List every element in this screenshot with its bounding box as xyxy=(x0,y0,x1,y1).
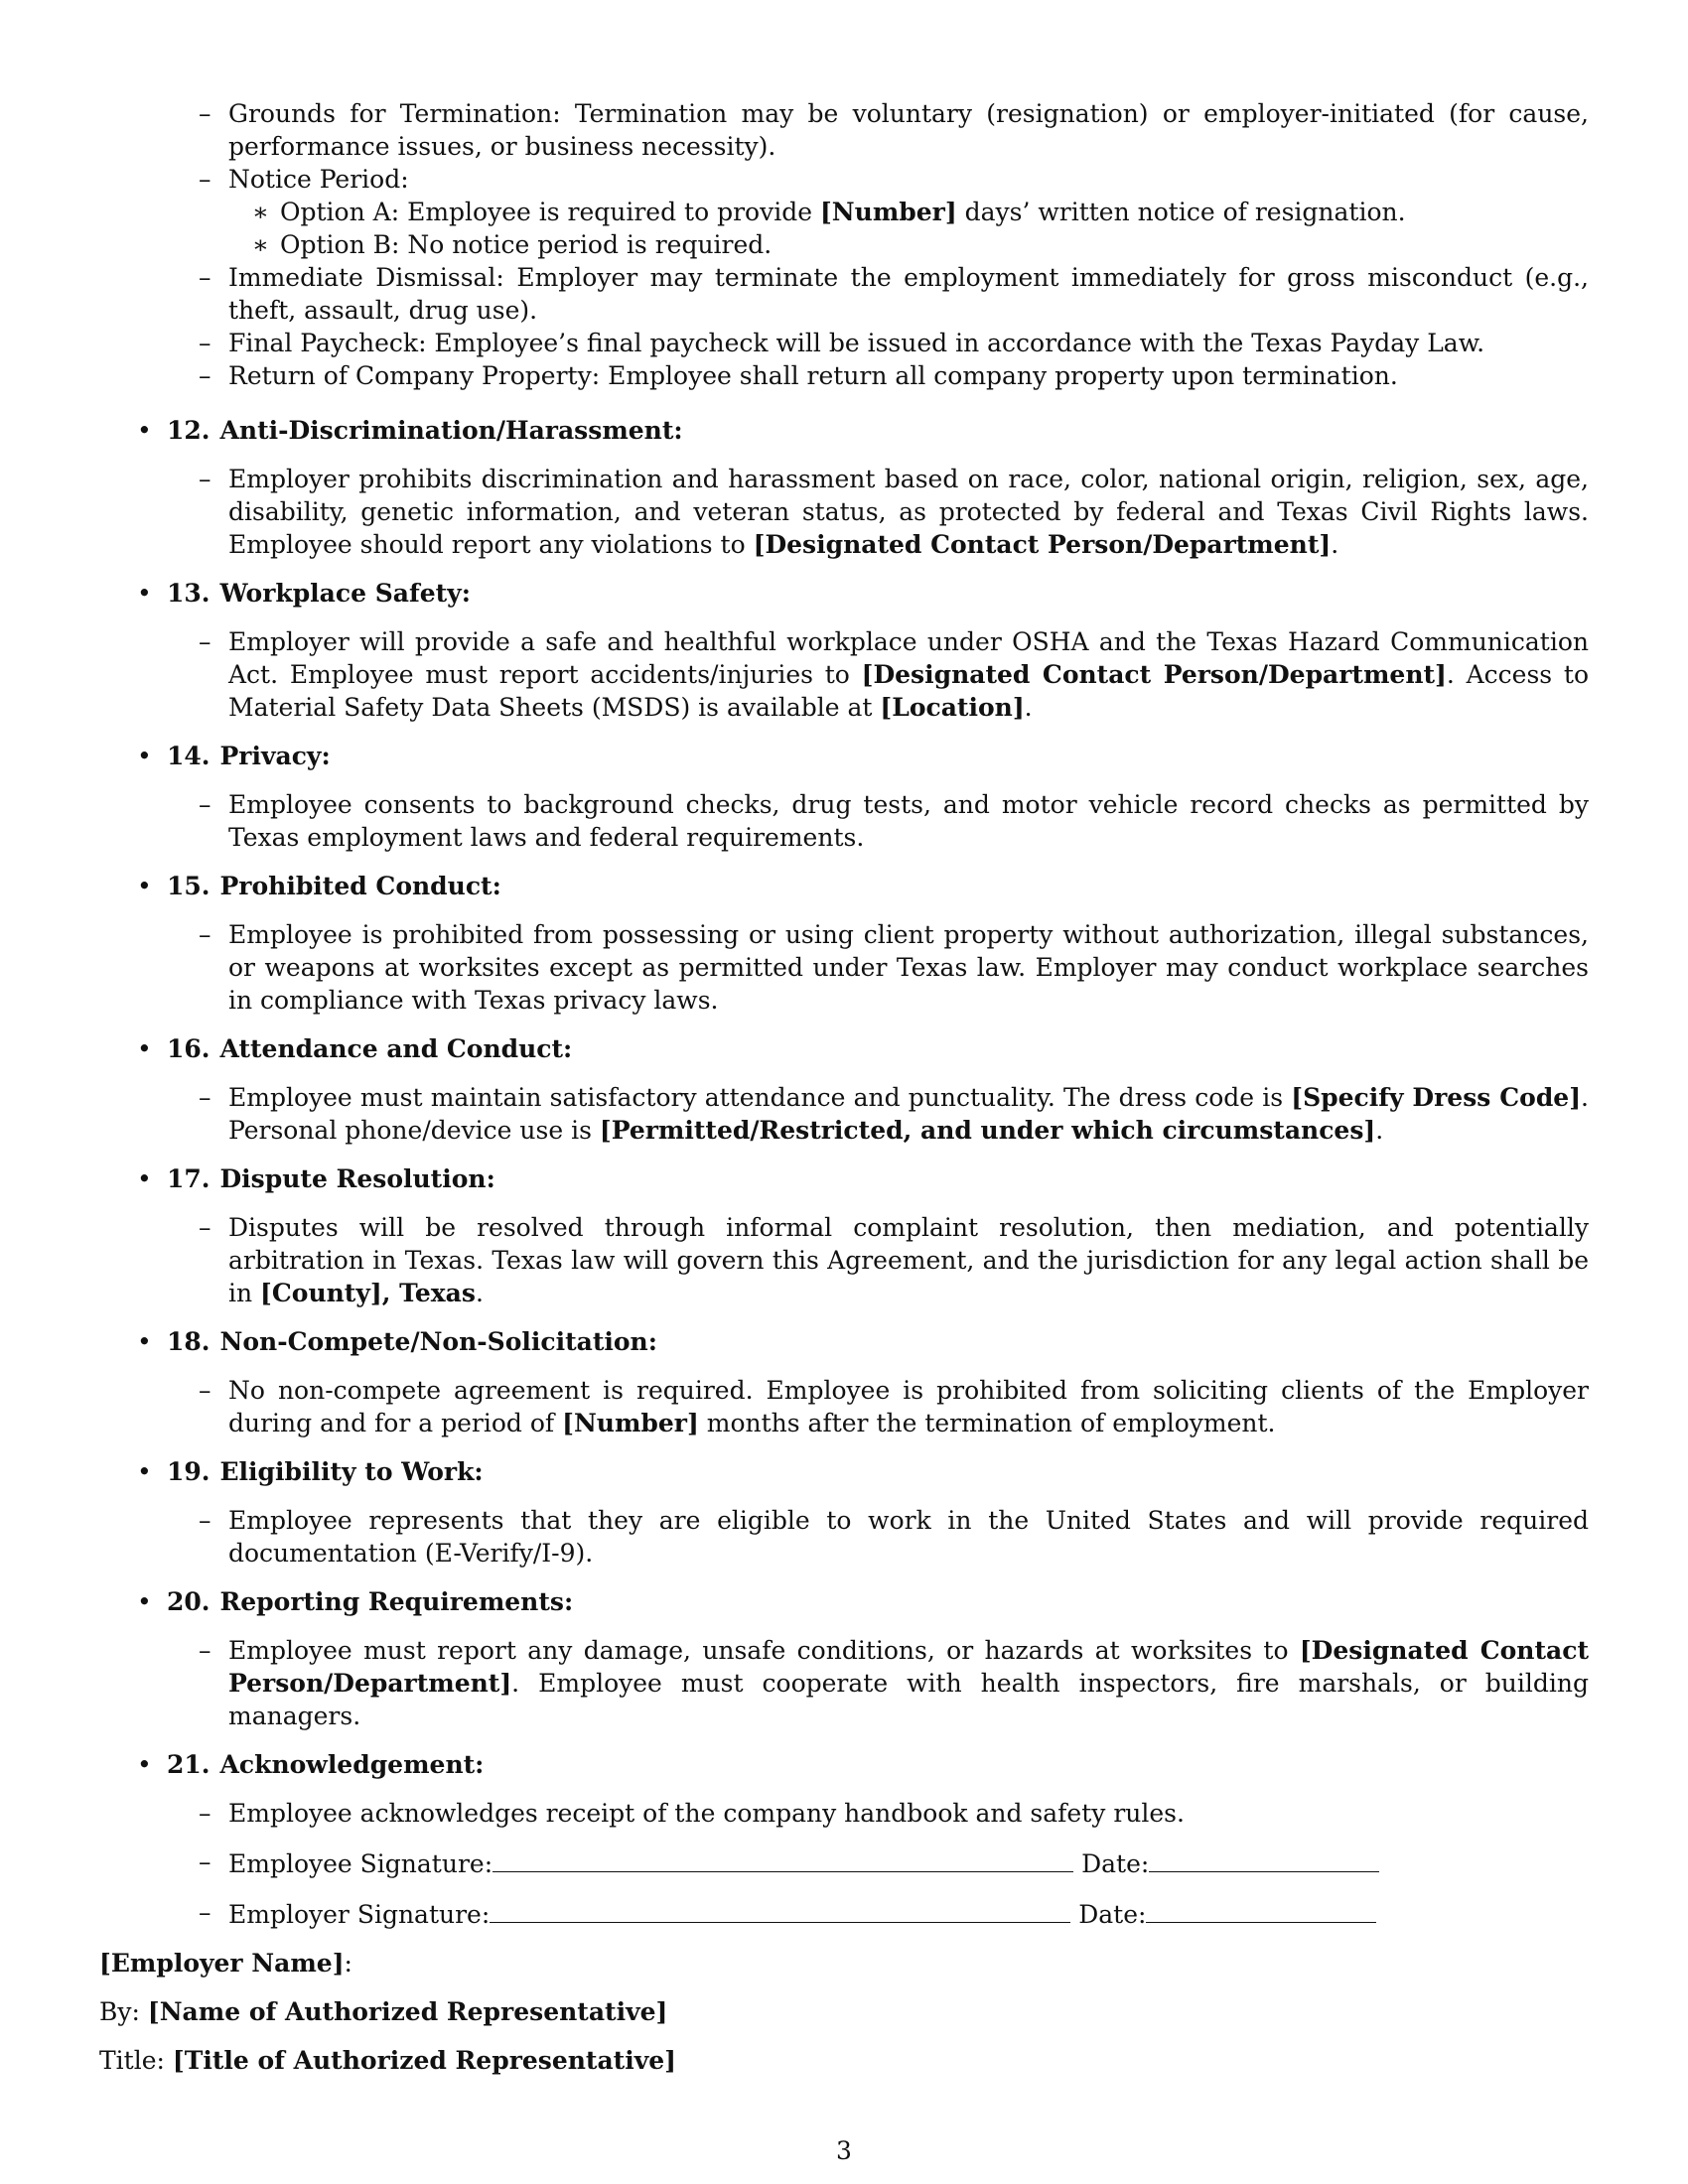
section-text: Employee acknowledges receipt of the company handbook and safety rules. xyxy=(228,1799,1185,1828)
section-heading xyxy=(99,1748,1589,1781)
option-a-text-end: days’ written notice of resignation. xyxy=(956,198,1406,226)
section-items xyxy=(99,918,1589,1017)
termination-grounds-text: Grounds for Termination: Termination may be voluntary (resignation) or employer-initiated (for cause, performance issues, or business necessity). xyxy=(228,99,1589,161)
section-18 xyxy=(99,1325,1589,1439)
list-item xyxy=(228,359,1589,392)
section-20 xyxy=(99,1585,1589,1732)
list-item xyxy=(228,1374,1589,1439)
section-text: Employee must maintain satisfactory attendance and punctuality. The dress code is xyxy=(228,1083,1292,1112)
section-text: Employer will provide a safe and healthful workplace under OSHA and the Texas Hazard Communication Act. Employee must report accidents/injuries to xyxy=(228,627,1589,689)
section-heading xyxy=(99,414,1589,447)
section-17 xyxy=(99,1162,1589,1309)
section-number: 19. xyxy=(167,1457,211,1486)
section-number: 15. xyxy=(167,872,211,900)
placeholder-dress-code: [Specify Dress Code] xyxy=(1291,1083,1582,1112)
employee-signature-row xyxy=(228,1845,1589,1880)
representative-name-placeholder: [Name of Authorized Representative] xyxy=(147,1997,668,2026)
list-item xyxy=(280,228,1589,261)
section-heading xyxy=(99,1032,1589,1065)
section-16 xyxy=(99,1032,1589,1147)
list-item xyxy=(228,1081,1589,1147)
section-number: 20. xyxy=(167,1587,211,1616)
section-text: Employee must report any damage, unsafe conditions, or hazards at worksites to xyxy=(228,1636,1300,1665)
section-text-end: . Employee must cooperate with health inspectors, fire marshals, or building managers. xyxy=(228,1669,1589,1730)
employee-signature-field[interactable] xyxy=(492,1845,1073,1872)
employer-name-placeholder: [Employer Name] xyxy=(99,1949,345,1978)
section-text-end: . xyxy=(475,1279,484,1307)
list-item xyxy=(228,788,1589,854)
section-title: Privacy: xyxy=(219,742,331,770)
employer-date-field[interactable] xyxy=(1146,1896,1376,1923)
return-property-text: Return of Company Property: Employee shall return all company property upon termination. xyxy=(228,361,1398,390)
section-heading xyxy=(99,1325,1589,1358)
section-19 xyxy=(99,1455,1589,1570)
section-text-end: months after the termination of employment. xyxy=(698,1409,1276,1437)
section-items xyxy=(99,1081,1589,1147)
section-21 xyxy=(99,1748,1589,1931)
section-items xyxy=(99,1211,1589,1309)
section-number: 12. xyxy=(167,416,211,445)
section-title: Workplace Safety: xyxy=(219,579,471,608)
section-number: 14. xyxy=(167,742,211,770)
title-line xyxy=(99,2044,1589,2077)
placeholder-county: [County], Texas xyxy=(260,1279,476,1307)
section-title: Acknowledgement: xyxy=(219,1750,485,1779)
placeholder-location: [Location] xyxy=(880,693,1025,722)
section-text: Employee represents that they are eligible to work in the United States and will provide required documentation (E-Verify/I-9). xyxy=(228,1506,1589,1568)
section-text: Disputes will be resolved through informal complaint resolution, then mediation, and potentially arbitration in Texas. Texas law will govern this Agreement, and the jurisdiction for any legal action shall be in xyxy=(228,1213,1589,1307)
section-items xyxy=(99,788,1589,854)
section-number: 17. xyxy=(167,1164,211,1193)
list-item xyxy=(228,463,1589,561)
section-items xyxy=(99,1797,1589,1931)
section-heading xyxy=(99,1455,1589,1488)
section-items xyxy=(99,463,1589,561)
list-item xyxy=(228,97,1589,163)
list-item xyxy=(228,918,1589,1017)
section-items xyxy=(99,1374,1589,1439)
title-label: Title: xyxy=(99,2046,173,2075)
section-heading xyxy=(99,740,1589,772)
by-line xyxy=(99,1995,1589,2028)
section-text: Employer prohibits discrimination and harassment based on race, color, national origin, religion, sex, age, disability, genetic information, and veteran status, as protected by federal and Texas Civil Rights laws. Employee should report any violations to xyxy=(228,465,1589,559)
date-label: Date: xyxy=(1078,1900,1147,1929)
section-items xyxy=(99,1634,1589,1732)
signature-block xyxy=(99,1947,1589,2077)
section-title: Eligibility to Work: xyxy=(219,1457,484,1486)
section-title: Reporting Requirements: xyxy=(219,1587,574,1616)
list-item xyxy=(228,163,1589,261)
list-item xyxy=(228,1797,1589,1830)
section-number: 18. xyxy=(167,1327,211,1356)
section-heading xyxy=(99,1585,1589,1618)
section-text: No non-compete agreement is required. Employee is prohibited from soliciting clients of the Employer during and for a period of xyxy=(228,1376,1589,1437)
immediate-dismissal-text: Immediate Dismissal: Employer may terminate the employment immediately for gross misconduct (e.g., theft, assault, drug use). xyxy=(228,263,1589,325)
section-text: Employee is prohibited from possessing or using client property without authorization, illegal substances, or weapons at worksites except as permitted under Texas law. Employer may conduct workplace searches in compliance with Texas privacy laws. xyxy=(228,920,1589,1015)
placeholder-number: [Number] xyxy=(562,1409,699,1437)
section-heading xyxy=(99,577,1589,610)
placeholder-contact: [Designated Contact Person/Department] xyxy=(753,530,1332,559)
section-text: Employee consents to background checks, drug tests, and motor vehicle record checks as permitted by Texas employment laws and federal requirements. xyxy=(228,790,1589,852)
option-a-placeholder: [Number] xyxy=(819,198,957,226)
employer-name-suffix: : xyxy=(344,1949,352,1978)
employer-signature-field[interactable] xyxy=(490,1896,1070,1923)
section-14 xyxy=(99,740,1589,854)
section-heading xyxy=(99,870,1589,902)
placeholder-device-use: [Permitted/Restricted, and under which circumstances] xyxy=(599,1116,1376,1145)
section-15 xyxy=(99,870,1589,1017)
list-item xyxy=(228,327,1589,359)
notice-options xyxy=(228,196,1589,261)
by-label: By: xyxy=(99,1997,148,2026)
section-items xyxy=(99,625,1589,724)
notice-period-text: Notice Period: xyxy=(228,165,409,194)
section-number: 16. xyxy=(167,1034,211,1063)
list-item xyxy=(228,625,1589,724)
option-a-text: Option A: Employee is required to provide xyxy=(280,198,820,226)
section-text-mid: . Personal phone/device use is xyxy=(228,1083,1589,1145)
section-items xyxy=(99,1504,1589,1570)
employer-signature-row xyxy=(228,1896,1589,1931)
section-number: 21. xyxy=(167,1750,211,1779)
list-item xyxy=(228,1634,1589,1732)
section-text-end: . xyxy=(1024,693,1033,722)
list-item xyxy=(228,261,1589,327)
section-number: 13. xyxy=(167,579,211,608)
date-label: Date: xyxy=(1081,1849,1150,1878)
final-paycheck-text: Final Paycheck: Employee’s final paycheck will be issued in accordance with the Texas Payday Law. xyxy=(228,329,1485,357)
employer-name-line xyxy=(99,1947,1589,1979)
section-text-end: . xyxy=(1375,1116,1384,1145)
termination-subitems xyxy=(99,97,1589,392)
employer-signature-label: Employer Signature: xyxy=(228,1900,491,1929)
employee-date-field[interactable] xyxy=(1149,1845,1379,1872)
section-title: Anti-Discrimination/Harassment: xyxy=(219,416,683,445)
placeholder-contact: [Designated Contact Person/Department] xyxy=(861,660,1447,689)
section-title: Non-Compete/Non-Solicitation: xyxy=(219,1327,657,1356)
section-title: Attendance and Conduct: xyxy=(219,1034,573,1063)
section-title: Prohibited Conduct: xyxy=(219,872,501,900)
section-heading xyxy=(99,1162,1589,1195)
section-text-mid: . Access to Material Safety Data Sheets (MSDS) is available at xyxy=(228,660,1589,722)
section-13 xyxy=(99,577,1589,724)
page-number: 3 xyxy=(836,2136,852,2165)
section-title: Dispute Resolution: xyxy=(219,1164,495,1193)
placeholder-contact: [Designated Contact Person/Department] xyxy=(228,1636,1589,1698)
representative-title-placeholder: [Title of Authorized Representative] xyxy=(172,2046,676,2075)
section-text-end: . xyxy=(1331,530,1339,559)
employee-signature-label: Employee Signature: xyxy=(228,1849,493,1878)
option-b-text: Option B: No notice period is required. xyxy=(280,230,773,259)
list-item xyxy=(280,196,1589,228)
section-12 xyxy=(99,414,1589,561)
list-item xyxy=(228,1211,1589,1309)
list-item xyxy=(228,1504,1589,1570)
document-body xyxy=(99,97,1589,2093)
